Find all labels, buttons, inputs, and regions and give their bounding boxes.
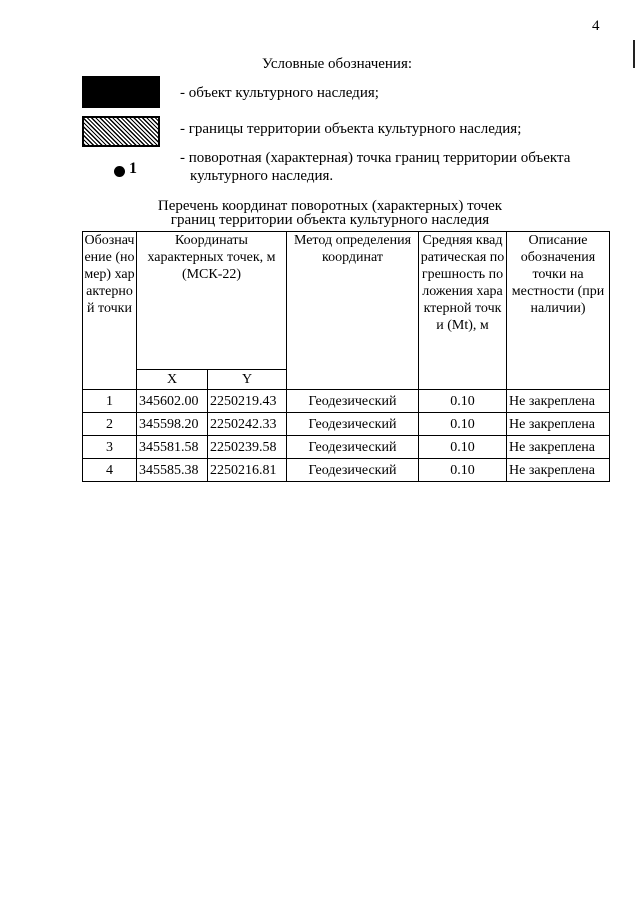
page-number: 4	[592, 18, 600, 34]
cell-y: 2250216.81	[208, 459, 287, 482]
legend-item-turning-point-line1: - поворотная (характерная) точка границ территории объекта	[180, 150, 571, 166]
cell-y: 2250242.33	[208, 413, 287, 436]
coordinates-list-title-line1: Перечень координат поворотных (характерных) точек	[157, 198, 503, 214]
cell-x: 345602.00	[137, 390, 208, 413]
cell-point-number: 1	[83, 390, 137, 413]
cell-error: 0.10	[419, 390, 507, 413]
legend-item-heritage-object: - объект культурного наследия;	[180, 85, 379, 101]
coordinates-table	[82, 231, 610, 482]
coordinates-list-title	[120, 199, 540, 227]
cell-x: 345585.38	[137, 459, 208, 482]
turning-point-dot-icon	[114, 166, 125, 177]
cell-description: Не закреплена	[507, 390, 610, 413]
table-row	[83, 459, 610, 482]
legend-item-turning-point	[180, 149, 600, 185]
cell-error: 0.10	[419, 459, 507, 482]
table-row	[83, 436, 610, 459]
heritage-object-swatch	[82, 76, 160, 108]
cell-error: 0.10	[419, 436, 507, 459]
header-coordinates: Координаты характерных точек, м (МСК-22)	[137, 232, 287, 370]
header-method: Метод определения координат	[287, 232, 419, 390]
cell-y: 2250239.58	[208, 436, 287, 459]
header-error: Средняя квадратическая погрешность положения характерной точки (Mt), м	[419, 232, 507, 390]
table-row	[83, 413, 610, 436]
legend-item-territory-boundary: - границы территории объекта культурного наследия;	[180, 121, 522, 137]
cell-method: Геодезический	[287, 413, 419, 436]
cell-method: Геодезический	[287, 459, 419, 482]
cell-point-number: 2	[83, 413, 137, 436]
page-edge-mark	[633, 40, 635, 68]
cell-description: Не закреплена	[507, 436, 610, 459]
coordinates-list-title-line2: границ территории объекта культурного наследия	[170, 212, 490, 228]
cell-y: 2250219.43	[208, 390, 287, 413]
cell-point-number: 3	[83, 436, 137, 459]
table-row	[83, 390, 610, 413]
cell-method: Геодезический	[287, 436, 419, 459]
legend-item-turning-point-line2: культурного наследия.	[190, 168, 334, 184]
legend-title: Условные обозначения:	[262, 56, 413, 72]
cell-description: Не закреплена	[507, 459, 610, 482]
cell-x: 345581.58	[137, 436, 208, 459]
header-x: X	[137, 370, 208, 390]
cell-point-number: 4	[83, 459, 137, 482]
header-description: Описание обозначения точки на местности (при наличии)	[507, 232, 610, 390]
cell-error: 0.10	[419, 413, 507, 436]
territory-boundary-swatch	[82, 116, 160, 147]
turning-point-marker-label: 1	[129, 160, 137, 177]
cell-x: 345598.20	[137, 413, 208, 436]
cell-method: Геодезический	[287, 390, 419, 413]
cell-description: Не закреплена	[507, 413, 610, 436]
header-designation: Обозначение (номер) характерной точки	[83, 232, 137, 390]
header-y: Y	[208, 370, 287, 390]
